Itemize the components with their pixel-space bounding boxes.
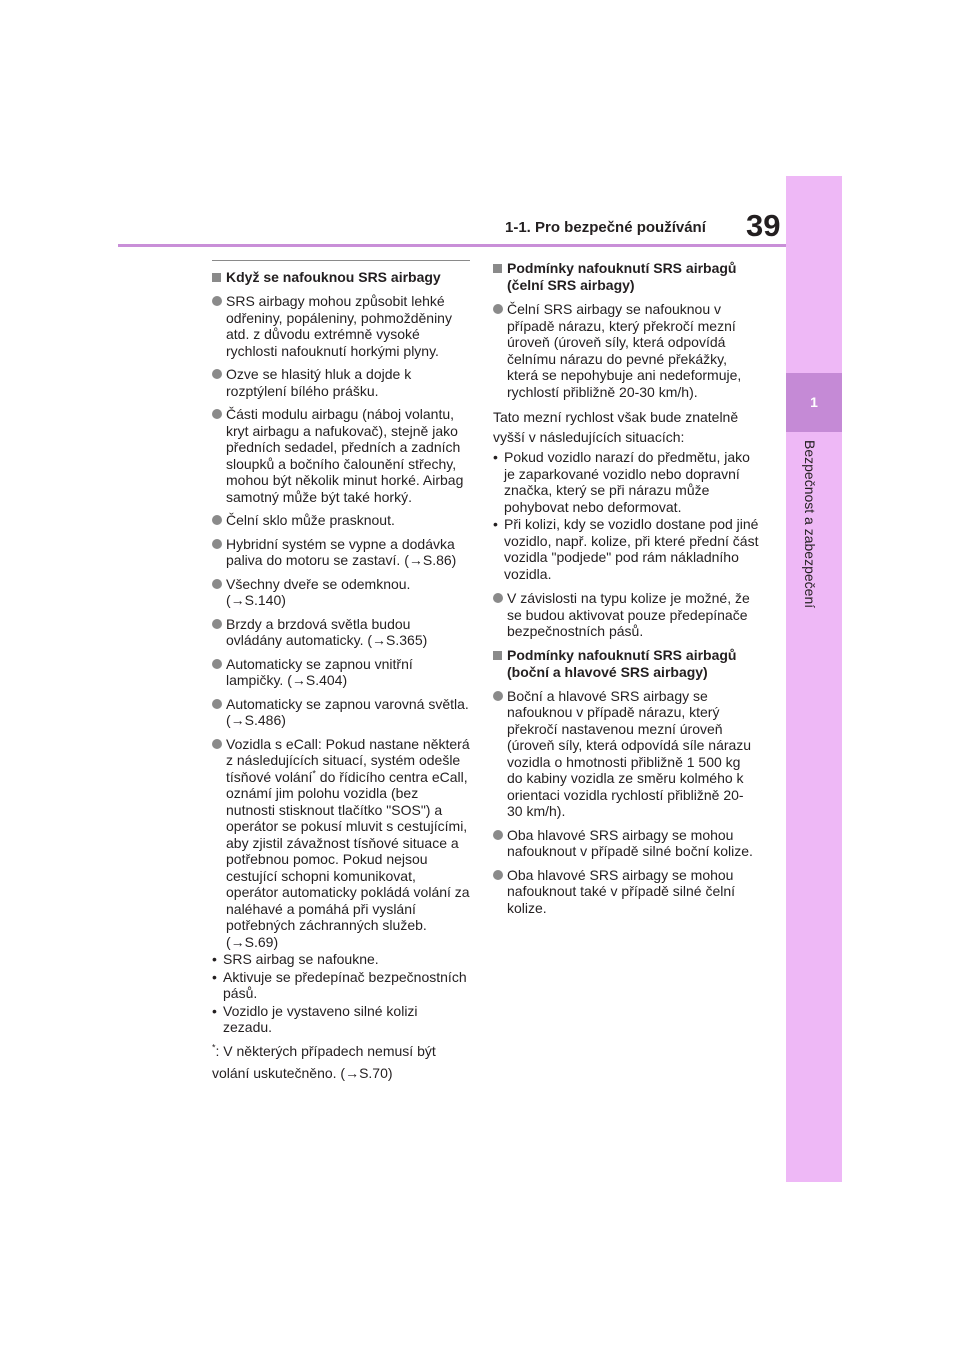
round-bullet-icon <box>493 830 503 840</box>
sub-list-item-text: Vozidlo je vystaveno silné kolizi zezadu. <box>223 1002 418 1035</box>
list-item <box>493 867 759 917</box>
round-bullet-icon <box>493 304 503 314</box>
footnote-text: : V některých případech nemusí být volání uskutečněno. (→S.70) <box>212 1042 436 1081</box>
list-item <box>212 616 470 649</box>
left-column <box>212 260 470 1084</box>
section-heading <box>493 647 759 681</box>
paragraph: Tato mezní rychlost však bude znatelně vyšší v následujících situacích: <box>493 409 739 445</box>
sub-list-item-text: SRS airbag se nafoukne. <box>223 951 379 967</box>
round-bullet-icon <box>212 699 222 709</box>
list-item-text: Hybridní systém se vypne a dodávka paliva do motoru se zastaví. (→S.86) <box>226 535 457 568</box>
section-title: Podmínky nafouknutí SRS airbagů (boční a hlavové SRS airbagy) <box>507 646 737 680</box>
right-column <box>493 260 759 923</box>
list-item <box>212 512 470 529</box>
ecall-text-part1: Vozidla s eCall: Pokud nastane některá z následujících situací, systém odešle tísňové volání <box>226 735 470 785</box>
list-item <box>212 696 470 729</box>
list-item <box>212 536 470 569</box>
round-bullet-icon <box>212 296 222 306</box>
list-item <box>493 301 759 400</box>
list-item-text: Čelní SRS airbagy se nafouknou v případě nárazu, který překročí mezní úroveň (úroveň síly, která odpovídá čelnímu nárazu do pevné překážky, která se nepohybuje ani nedeformuje, rychlostí přibližně 20-30 km/h). <box>507 301 742 400</box>
footnote-marker: * <box>212 1041 216 1052</box>
dash-bullet-icon: • <box>493 516 498 532</box>
sub-list-item <box>212 1003 470 1036</box>
side-tab <box>786 176 842 1182</box>
list-item <box>212 656 470 689</box>
page-number: 39 <box>746 208 781 243</box>
dash-bullet-icon: • <box>493 449 498 465</box>
round-bullet-icon <box>212 369 222 379</box>
list-item-text: Oba hlavové SRS airbagy se mohou nafouknout v případě silné boční kolize. <box>507 826 753 859</box>
list-item <box>493 590 759 640</box>
header-title: 1-1. Pro bezpečné používání <box>505 219 706 236</box>
sub-list-item <box>493 516 759 582</box>
list-item-text: Brzdy a brzdová světla budou ovládány automaticky. (→S.365) <box>226 615 428 648</box>
square-bullet-icon <box>212 273 221 282</box>
round-bullet-icon <box>212 409 222 419</box>
round-bullet-icon <box>212 515 222 525</box>
header-rule <box>118 244 786 247</box>
round-bullet-icon <box>493 691 503 701</box>
round-bullet-icon <box>212 619 222 629</box>
round-bullet-icon <box>493 593 503 603</box>
footnote <box>212 1040 470 1084</box>
ecall-text-part2: do řídicího centra eCall, oznámí jim polohu vozidla (bez nutnosti stisknout tlačítko "SOS") a operátor se pokusí mluvit s cestujícími, aby zjistil závažnost tísňové situace a potřebnou pomoc. Pokud nejsou cestující schopni komunikovat, operátor automaticky pokládá volání za naléhavé a pomáhá při vyslání potřebných záchranných služeb. (→S.69) <box>226 768 470 950</box>
chapter-number-tab[interactable]: 1 <box>786 373 842 432</box>
section-heading <box>212 260 470 286</box>
round-bullet-icon <box>212 579 222 589</box>
sub-list-item-text: Pokud vozidlo narazí do předmětu, jako je zaparkované vozidlo nebo dopravní značka, který se při nárazu může pohybovat nebo deformovat. <box>504 449 750 515</box>
section-heading <box>493 260 759 294</box>
dash-bullet-icon: • <box>212 968 217 985</box>
chapter-title: Bezpečnost a zabezpečení <box>802 440 818 609</box>
footnote-marker: * <box>312 767 316 778</box>
list-item <box>212 406 470 505</box>
list-item-text: SRS airbagy mohou způsobit lehké odřeniny, popáleniny, pohmožděniny atd. z důvodu extrémně vysoké rychlosti nafouknutí horkými plyny. <box>226 293 452 359</box>
round-bullet-icon <box>212 539 222 549</box>
section-title: Když se nafouknou SRS airbagy <box>226 269 441 285</box>
sub-list-item-text: Při kolizi, kdy se vozidlo dostane pod jiné vozidlo, např. kolize, při které přední část vozidla "podjede" pod rám nákladního vozidla. <box>504 516 759 582</box>
list-item-text: Čelní sklo může prasknout. <box>226 512 395 528</box>
list-item-text: Automaticky se zapnou vnitřní lampičky. (→S.404) <box>226 655 413 688</box>
list-item <box>212 576 470 609</box>
sub-list-item <box>212 951 470 968</box>
sub-list-item <box>493 449 759 515</box>
sub-list-item <box>212 969 470 1002</box>
round-bullet-icon <box>212 659 222 669</box>
list-item-text: V závislosti na typu kolize je možné, že se budou aktivovat pouze předepínače bezpečnostních pásů. <box>507 590 750 639</box>
section-title: Podmínky nafouknutí SRS airbagů (čelní SRS airbagy) <box>507 260 737 293</box>
list-item-text: Oba hlavové SRS airbagy se mohou nafouknout také v případě silné čelní kolize. <box>507 866 736 916</box>
list-item <box>212 293 470 359</box>
square-bullet-icon <box>493 651 502 660</box>
dash-bullet-icon: • <box>212 951 217 967</box>
list-item <box>212 366 470 399</box>
round-bullet-icon <box>212 739 222 749</box>
round-bullet-icon <box>493 870 503 880</box>
sub-list-item-text: Aktivuje se předepínač bezpečnostních pásů. <box>223 968 467 1001</box>
ecall-list-item <box>212 736 470 951</box>
square-bullet-icon <box>493 264 502 273</box>
list-item-text: Boční a hlavové SRS airbagy se nafouknou v případě nárazu, který překročí nastavenou mezní úroveň (úroveň síly, která odpovídá síle nárazu vozidla o hmotnosti přibližně 1 500 kg do kabiny vozidla ze směru kolmého k orientaci vozidla rychlostí přibližně 20-30 km/h). <box>507 687 752 819</box>
list-item <box>493 688 759 820</box>
list-item-text: Všechny dveře se odemknou. (→S.140) <box>226 575 411 608</box>
dash-bullet-icon: • <box>212 1002 217 1019</box>
list-item-text: Části modulu airbagu (náboj volantu, kryt airbagu a nafukovač), stejně jako předních sedadel, předních a zadních sloupků a bočního čalounění střechy, mohou být několik minut horké. Airbag samotný může být také horký. <box>226 406 464 505</box>
list-item-text: Ozve se hlasitý hluk a dojde k rozptýlení bílého prášku. <box>226 366 412 399</box>
list-item-text: Automaticky se zapnou varovná světla. (→S.486) <box>226 695 469 728</box>
list-item <box>493 827 759 860</box>
